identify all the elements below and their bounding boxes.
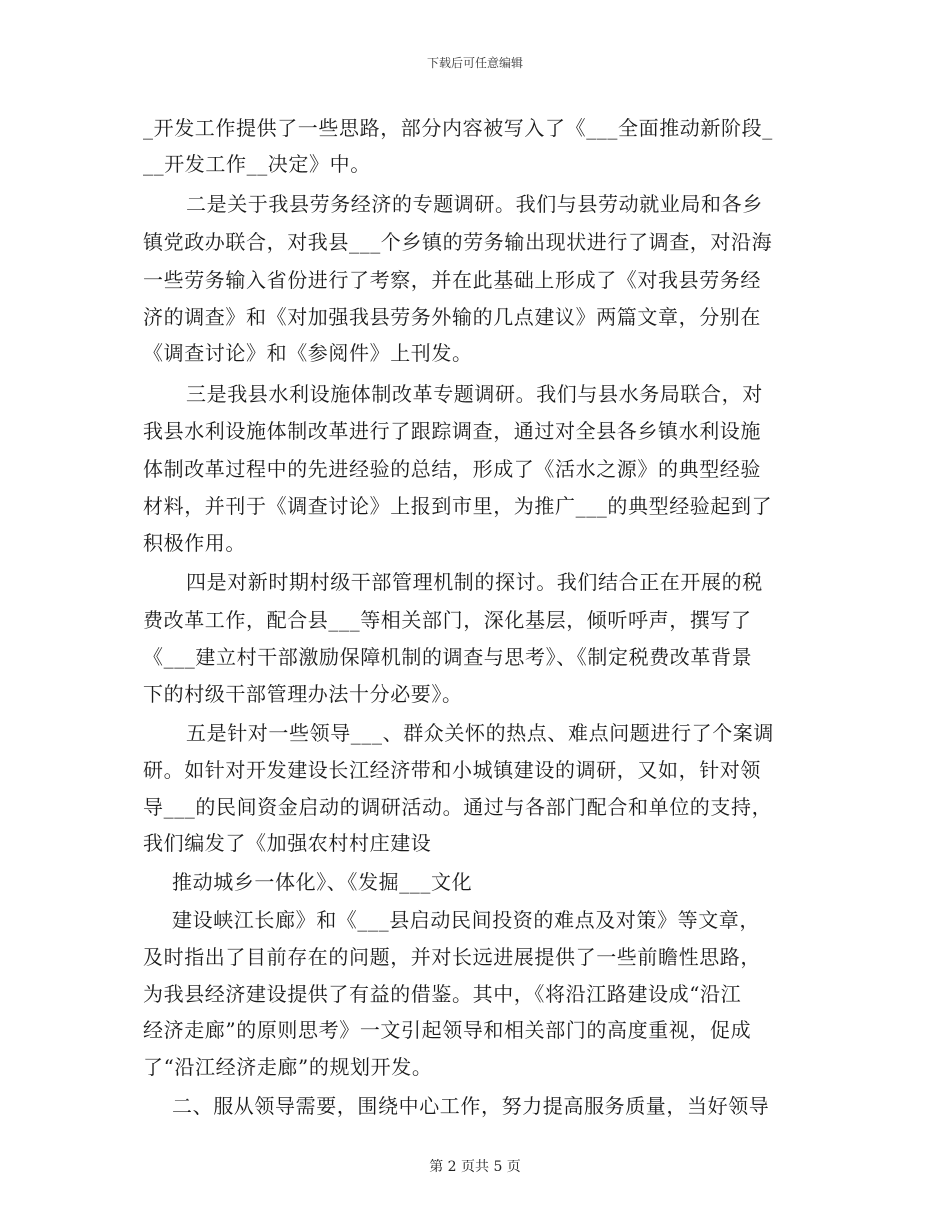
text-line: 积极作用。 [143,531,246,555]
text-line: 二是关于我县劳务经济的专题调研。我们与县劳动就业局和各乡 [186,192,763,216]
text-line: 材料，并刊于《调查讨论》上报到市里，为推广___的典型经验起到了 [143,494,773,518]
text-line: 下的村级干部管理办法十分必要》。 [143,682,463,706]
text-line: 经济走廊”的原则思考》一文引起领导和相关部门的高度重视，促成 [143,1018,752,1042]
text-line: 及时指出了目前存在的问题，并对长远进展提供了一些前瞻性思路， [143,945,761,969]
text-line: 为我县经济建设提供了有益的借鉴。其中，《将沿江路建设成“沿江 [143,982,742,1006]
text-line: 了“沿江经济走廊”的规划开发。 [143,1055,433,1079]
text-line: 研。如针对开发建设长江经济带和小城镇建设的调研，又如，针对领 [143,758,761,782]
text-line: 《___建立村干部激励保障机制的调查与思考》、《制定税费改革背景 [143,645,753,669]
text-line: 体制改革过程中的先进经验的总结，形成了《活水之源》的典型经验 [143,457,761,481]
text-line: 费改革工作，配合县___等相关部门，深化基层，倾听呼声，撰写了 [143,608,752,632]
text-line: 建设峡江长廊》和《___县启动民间投资的难点及对策》等文章， [172,908,760,932]
page-header: 下载后可任意编辑 [426,56,523,70]
text-line: 三是我县水利设施体制改革专题调研。我们与县水务局联合，对 [186,382,763,406]
text-line: 导___的民间资金启动的调研活动。通过与各部门配合和单位的支持， [143,795,773,819]
text-line: 《调查讨论》和《参阅件》上刊发。 [143,341,473,365]
text-line: __开发工作__决定》中。 [143,152,371,176]
text-line: 一些劳务输入省份进行了考察，并在此基础上形成了《对我县劳务经 [143,268,761,292]
text-line: 四是对新时期村级干部管理机制的探讨。我们结合正在开展的税 [186,570,763,594]
page-footer: 第 2 页共 5 页 [429,1159,521,1175]
text-line: 五是针对一些领导___、群众关怀的热点、难点问题进行了个案调 [186,721,774,745]
text-line: 我们编发了《加强农村村庄建设 [143,831,432,855]
text-line: 推动城乡一体化》、《发掘___文化 [172,870,473,894]
text-line: _开发工作提供了一些思路，部分内容被写入了《___全面推动新阶段_ [143,116,773,140]
text-line: 我县水利设施体制改革进行了跟踪调查，通过对全县各乡镇水利设施 [143,419,761,443]
text-line: 济的调查》和《对加强我县劳务外输的几点建议》两篇文章，分别在 [143,305,761,329]
text-line: 二、服从领导需要，围绕中心工作，努力提高服务质量，当好领导 [172,1094,770,1118]
text-line: 镇党政办联合，对我县___个乡镇的劳务输出现状进行了调查，对沿海 [143,230,773,254]
